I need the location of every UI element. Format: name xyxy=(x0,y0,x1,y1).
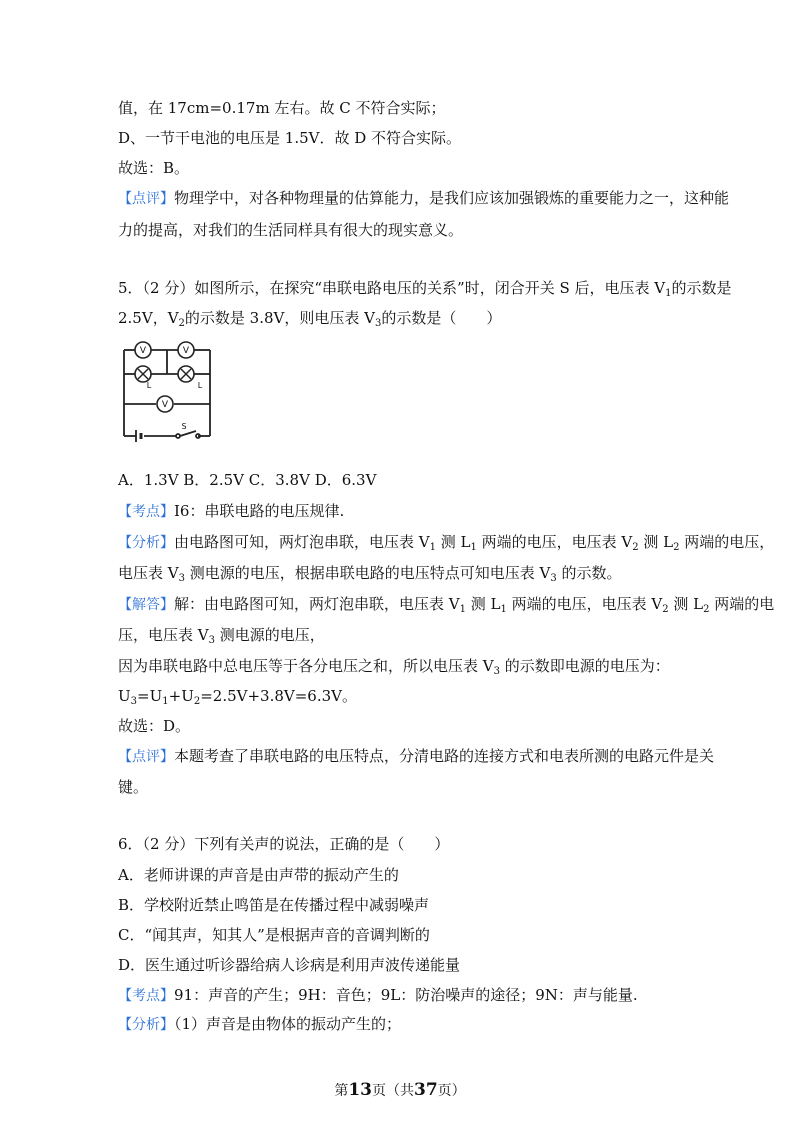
text-span: 页（共 xyxy=(372,1083,414,1099)
question-6-stem: 6．（2 分）下列有关声的说法，正确的是（ ） xyxy=(118,835,450,853)
text-span: =U xyxy=(137,687,163,705)
subscript: 1 xyxy=(429,542,436,553)
question-6-option-c: C．“闻其声，知其人”是根据声音的音调判断的 xyxy=(118,926,430,944)
text-line: D、一节干电池的电压是 1.5V．故 D 不符合实际。 xyxy=(118,129,462,147)
fenxi-line-2 xyxy=(118,563,622,583)
tag-fenxi: 【分析】 xyxy=(118,1017,174,1033)
tag-comment: 【点评】 xyxy=(118,749,174,765)
text-span: =2.5V+3.8V=6.3V。 xyxy=(200,687,357,705)
subscript: 1 xyxy=(665,288,672,299)
text-span: 页） xyxy=(437,1083,466,1099)
text-span: 测电源的电压， xyxy=(214,626,325,644)
subscript: 2 xyxy=(662,604,669,615)
text-span: 测 L xyxy=(435,533,471,551)
subscript: 1 xyxy=(162,696,169,707)
answer-line: 故选：D。 xyxy=(118,717,191,735)
subscript: 2 xyxy=(193,696,201,707)
tag-kaodian: 【考点】 xyxy=(118,988,174,1004)
text-span: +U xyxy=(168,687,194,705)
text-span: 本题考查了串联电路的电压特点，分清电路的连接方式和电表所测的电路元件是关 xyxy=(174,747,715,765)
question-6-option-d: D．医生通过听诊器给病人诊病是利用声波传递能量 xyxy=(118,956,461,974)
text-span: 测 L xyxy=(465,595,501,613)
subscript: 2 xyxy=(673,542,680,553)
text-span: 两端的电 xyxy=(709,595,775,613)
text-line: 故选：B。 xyxy=(118,159,190,177)
text-line: 键。 xyxy=(118,778,149,796)
kaodian-line xyxy=(118,501,344,522)
text-span: 电压表 V xyxy=(118,564,179,582)
subscript: 1 xyxy=(459,604,466,615)
text-span: （1）声音是由物体的振动产生的； xyxy=(174,1015,402,1033)
v1-label: V xyxy=(139,346,147,356)
jieda-line-2 xyxy=(118,625,325,645)
question-5-options: A．1.3V B．2.5V C．3.8V D．6.3V xyxy=(118,471,377,489)
text-span: 2.5V，V xyxy=(118,309,179,327)
text-span: 两端的电压， xyxy=(679,533,775,551)
text-span: 第 xyxy=(334,1083,349,1099)
page-number: 13 xyxy=(348,1080,372,1100)
tag-comment: 【点评】 xyxy=(118,191,174,207)
text-span: 的示数是 xyxy=(671,279,732,297)
fenxi-line xyxy=(118,1014,401,1035)
equation-line xyxy=(118,686,357,706)
subscript: 3 xyxy=(374,318,382,329)
circuit-diagram xyxy=(118,340,220,442)
jieda-line xyxy=(118,594,774,615)
subscript: 3 xyxy=(178,573,185,584)
text-line: 值，在 17cm=0.17m 左右。故 C 不符合实际； xyxy=(118,99,446,117)
subscript: 3 xyxy=(208,635,215,646)
jieda-line-3 xyxy=(118,656,670,676)
subscript: 3 xyxy=(130,696,138,707)
page-footer xyxy=(0,1080,800,1100)
question-5-stem xyxy=(118,278,732,298)
text-span: 的示数是（ ） xyxy=(381,309,502,327)
subscript: 2 xyxy=(178,318,185,329)
question-6-option-a: A．老师讲课的声音是由声带的振动产生的 xyxy=(118,866,399,884)
l2-label: L xyxy=(197,381,203,390)
text-span: 物理学中，对各种物理量的估算能力，是我们应该加强锻炼的重要能力之一，这种能 xyxy=(174,189,730,207)
text-span: 由电路图可知，两灯泡串联，电压表 V xyxy=(174,533,430,551)
text-span: 的示数是 3.8V，则电压表 V xyxy=(184,309,375,327)
subscript: 1 xyxy=(470,542,477,553)
question-5-stem-2 xyxy=(118,308,501,328)
text-span: 测 L xyxy=(638,533,674,551)
text-span: 测 L xyxy=(668,595,704,613)
text-span: 91：声音的产生；9H：音色；9L：防治噪声的途径；9N：声与能量. xyxy=(174,986,638,1004)
text-span: 两端的电压，电压表 V xyxy=(506,595,663,613)
text-line: 力的提高，对我们的生活同样具有很大的现实意义。 xyxy=(118,221,464,239)
subscript: 2 xyxy=(632,542,639,553)
question-6-option-b: B．学校附近禁止鸣笛是在传播过程中减弱噪声 xyxy=(118,896,430,914)
text-span: 测电源的电压，根据串联电路的电压特点可知电压表 V xyxy=(184,564,551,582)
comment-line xyxy=(118,746,714,767)
subscript: 2 xyxy=(703,604,710,615)
text-span: 因为串联电路中总电压等于各分电压之和，所以电压表 V xyxy=(118,657,494,675)
v3-label: V xyxy=(161,400,169,410)
subscript: 3 xyxy=(550,573,557,584)
text-span: 的示数。 xyxy=(556,564,622,582)
tag-kaodian: 【考点】 xyxy=(118,504,174,520)
tag-jieda: 【解答】 xyxy=(118,597,174,613)
text-span: 压，电压表 V xyxy=(118,626,209,644)
text-span: 解：由电路图可知，两灯泡串联，电压表 V xyxy=(174,595,460,613)
switch-label: S xyxy=(181,422,187,431)
text-span: I6：串联电路的电压规律. xyxy=(174,502,345,520)
text-span: U xyxy=(118,687,131,705)
kaodian-line xyxy=(118,985,638,1006)
tag-fenxi: 【分析】 xyxy=(118,535,174,551)
text-span: 两端的电压，电压表 V xyxy=(476,533,633,551)
page-total: 37 xyxy=(414,1080,438,1100)
text-span: 的示数即电源的电压为： xyxy=(499,657,670,675)
fenxi-line xyxy=(118,532,774,553)
v2-label: V xyxy=(182,346,190,356)
subscript: 3 xyxy=(493,666,500,677)
l1-label: L xyxy=(146,381,152,390)
text-span: 5．（2 分）如图所示，在探究“串联电路电压的关系”时，闭合开关 S 后，电压表 V xyxy=(118,279,666,297)
comment-line xyxy=(118,188,729,209)
subscript: 1 xyxy=(500,604,507,615)
